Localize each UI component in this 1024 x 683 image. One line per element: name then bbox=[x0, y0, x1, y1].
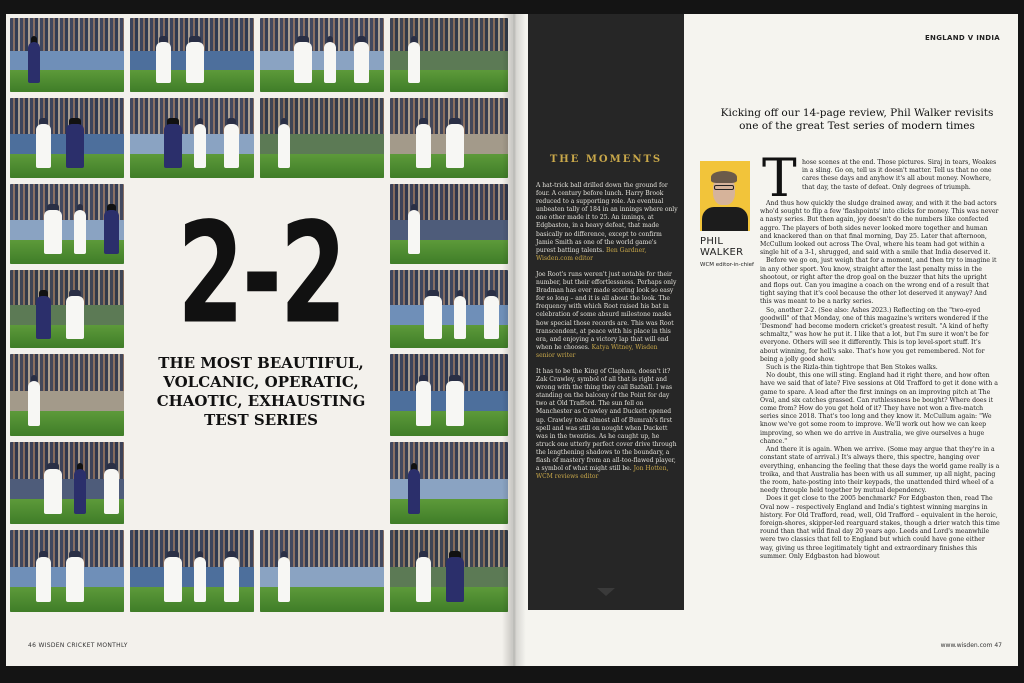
match-photo bbox=[10, 442, 124, 524]
player-figure bbox=[36, 296, 51, 339]
match-photo bbox=[390, 530, 508, 612]
author-last-name: WALKER bbox=[700, 247, 744, 258]
article-paragraph: Does it get close to the 2005 benchmark? For Edgbaston then, read The Oval now – respectively England and India's tightest winning margins in history. For Old Trafford, read, well, Old Trafford – equivalent in the heroic, foreign-shores, skipper-led rearguard stakes, though a drier watch this time round than that wild final day 20 years ago. Leeds and Lord's meanwhile were two classics that fell to England but which could have gone either way, giving us three legitimately tight and extraordinary finishes this summer. Only Edgbaston had blowout bbox=[760, 495, 1000, 560]
article-paragraph: Before we go on, just weigh that for a moment, and then try to imagine it in any other sport. You know, straight after the last penalty miss in the shootout, or right after the drop goal on the buzzer that hits the upright and flops out. Can you imagine a coach on the wrong end of a result that tight saying that it's cool because the other lot deserved it anyway? And this was meant to be a narky series. bbox=[760, 257, 997, 306]
portrait-body bbox=[702, 207, 748, 231]
author-name bbox=[700, 236, 743, 258]
player-figure bbox=[44, 469, 62, 514]
player-figure bbox=[324, 42, 336, 83]
player-figure bbox=[224, 557, 239, 602]
moment-credit: Jon Hotten, WCM reviews editor bbox=[536, 465, 669, 481]
moment-item bbox=[536, 182, 678, 263]
player-figure bbox=[28, 381, 40, 426]
match-photo bbox=[390, 184, 508, 264]
player-figure bbox=[446, 124, 464, 168]
player-figure bbox=[294, 42, 312, 83]
moment-item bbox=[536, 368, 678, 481]
match-photo bbox=[390, 18, 508, 92]
player-figure bbox=[156, 42, 171, 83]
match-photo bbox=[10, 270, 124, 348]
player-figure bbox=[424, 296, 442, 339]
article-body bbox=[760, 200, 1000, 561]
page-folio-left: 46 WISDEN CRICKET MONTHLY bbox=[28, 642, 128, 649]
player-figure bbox=[194, 124, 206, 168]
player-figure bbox=[186, 42, 204, 83]
moment-credit: Ben Gardner, Wisden.com editor bbox=[536, 246, 647, 262]
headline-subhead: THE MOST BEAUTIFUL, VOLCANIC, OPERATIC, CHAOTIC, EXHAUSTING TEST SERIES bbox=[156, 354, 366, 429]
player-figure bbox=[354, 42, 369, 83]
author-first-name: PHIL bbox=[700, 236, 724, 247]
player-figure bbox=[28, 42, 40, 83]
section-tag: ENGLAND V INDIA bbox=[924, 34, 1000, 42]
article-lead bbox=[802, 159, 1000, 192]
player-figure bbox=[104, 469, 119, 514]
player-figure bbox=[278, 557, 290, 602]
match-photo bbox=[130, 98, 254, 178]
headline-block bbox=[136, 192, 386, 456]
moments-heading: THE MOMENTS bbox=[549, 154, 663, 165]
moment-text: It has to be the King of Clapham, doesn't it? Zak Crawley, symbol of all that is right and wrong with the thing they call Bazball. I was standing on the balcony of the Point for day two at Old Trafford. The sun fell on Manchester as Crawley and Duckett opened up. Crawley took almost all of Bumrah's first spell and was still on nought when Duckett was in the twenties. As he caught up, he struck one utterly perfect cover drive through the lengthening shadows to the boundary, a flash of mastery from an all-too-flawed player, a symbol of what might still be. bbox=[536, 367, 677, 473]
player-figure bbox=[278, 124, 290, 168]
match-photo bbox=[260, 98, 384, 178]
right-page bbox=[512, 14, 1018, 666]
player-figure bbox=[224, 124, 239, 168]
portrait-glasses-icon bbox=[714, 185, 734, 190]
match-photo bbox=[130, 530, 254, 612]
player-figure bbox=[446, 381, 464, 426]
left-page bbox=[6, 14, 512, 666]
player-figure bbox=[164, 124, 182, 168]
match-photo bbox=[390, 442, 508, 524]
player-figure bbox=[66, 557, 84, 602]
moments-text bbox=[536, 182, 678, 489]
article-paragraph: So, another 2-2. (See also: Ashes 2023.) Reflecting on the "two-eyed goodwill" of that Monday, one of this magazine's writers wondered if the 'Desmond' had become modern cricket's greatest result. "A kind of hefty schmaltz," was how he put it. I like that a lot, but I'm sure it won't be for everyone. Others will see it differently. This is top level-sport stuff. It's about winning, for hell's sake. That's how you get remembered. Not for being a jolly good show. bbox=[760, 306, 989, 363]
player-figure bbox=[44, 210, 62, 254]
match-photo bbox=[260, 530, 384, 612]
moment-credit: Katya Witney, Wisden senior writer bbox=[536, 343, 658, 359]
match-photo bbox=[10, 18, 124, 92]
player-figure bbox=[36, 557, 51, 602]
match-photo bbox=[10, 184, 124, 264]
article-paragraph: And thus how quickly the sludge drained away, and with it the bad actors who'd sought to flip a few 'flashpoints' into clicks for money. This was never a nasty series. But then again, joy doesn't do the numbers like confected aggro. The players of both sides never looked more together and human and knackered than on that final morning, Day 25. Later that afternoon, McCullum looked out across The Oval, where his team had got within a single hit of a 3-1, shrugged, and said with a smile that India deserved it. bbox=[760, 200, 999, 257]
match-photo bbox=[10, 354, 124, 436]
player-figure bbox=[446, 557, 464, 602]
drop-cap: T bbox=[762, 149, 797, 209]
match-photo bbox=[390, 98, 508, 178]
moment-text: Joe Root's runs weren't just notable for their number, but their effortlessness. Perhaps only Bradman has ever made scoring look so easy for so long – and it is all about the look. The frequency with which Root raised his bat in celebration of some absurd milestone masks how special those records are. This was Root transcendent, at peace with his place in this era, and enjoying a victory lap that will end when he chooses. bbox=[536, 270, 677, 351]
series-score: 2-2 bbox=[177, 192, 345, 355]
player-figure bbox=[408, 469, 420, 514]
player-figure bbox=[66, 124, 84, 168]
player-figure bbox=[36, 124, 51, 168]
continue-arrow-icon bbox=[597, 588, 615, 596]
match-photo bbox=[390, 270, 508, 348]
article-paragraph: And there it is again. When we arrive. (Some may argue that they're in a constant state of arrival.) It's always there, this spectre, hanging over everything, enhancing the feeling that these days the world game really is a troika, and that Australia has been with us all summer, up all night, pacing the room, hate-posting into their keypads, the unattended third wheel of a needy throuple held together by mutual dependency. bbox=[760, 446, 1000, 495]
lead-paragraph: hose scenes at the end. Those pictures. Siraj in tears, Woakes in a sling. Go on, tell us it doesn't matter. Tell us that no one cares these days and anyhow it's all about money. Nowhere, that day, the taste of defeat. Only degrees of triumph. bbox=[802, 159, 997, 191]
player-figure bbox=[408, 210, 420, 254]
player-figure bbox=[454, 296, 466, 339]
article-paragraph: No doubt, this one will sting. England had it right there, and how often have we said that of late? Five sessions at Old Trafford to get it done with a game to spare. A lead after the first innings on an improving pitch at The Oval, and six catches grassed. Can ruthlessness be bought? Where does it come from? How do you get hold of it? They have not won a five-match series since 2018. That's too long and they know it. McCullum again: "We know we've got some room to improve. We'll work out how we can keep improving, so when we do arrive in Australia, we give ourselves a huge chance." bbox=[760, 372, 998, 445]
match-photo bbox=[390, 354, 508, 436]
player-figure bbox=[416, 381, 431, 426]
player-figure bbox=[74, 469, 86, 514]
magazine-spread bbox=[6, 14, 1018, 666]
article-paragraph: Such is the Rizla-thin tightrope that Ben Stokes walks. bbox=[766, 364, 938, 372]
page-folio-right: www.wisden.com 47 bbox=[940, 642, 1002, 649]
player-figure bbox=[408, 42, 420, 83]
moment-text: A hat-trick ball drilled down the ground for four. A century before lunch. Harry Brook reduced to a supporting role. An eventual unbeaten tally of 184 in an innings where only one other made it to 25. An innings, at Edgbaston, in a heavy defeat, that made basically no difference, except to confirm Jamie Smith as one of the world game's purest batting talents. bbox=[536, 182, 678, 254]
standfirst: Kicking off our 14-page review, Phil Walker revisits one of the great Test series of modern times bbox=[720, 107, 994, 132]
author-portrait bbox=[700, 161, 750, 231]
moment-item bbox=[536, 271, 678, 360]
moments-column bbox=[528, 14, 684, 610]
player-figure bbox=[416, 557, 431, 602]
player-figure bbox=[416, 124, 431, 168]
player-figure bbox=[484, 296, 499, 339]
match-photo bbox=[10, 530, 124, 612]
player-figure bbox=[74, 210, 86, 254]
player-figure bbox=[164, 557, 182, 602]
player-figure bbox=[66, 296, 84, 339]
portrait-hair bbox=[711, 171, 737, 183]
player-figure bbox=[194, 557, 206, 602]
match-photo bbox=[10, 98, 124, 178]
player-figure bbox=[104, 210, 119, 254]
author-role: WCM editor-in-chief bbox=[700, 262, 754, 268]
match-photo bbox=[260, 18, 384, 92]
match-photo bbox=[130, 18, 254, 92]
